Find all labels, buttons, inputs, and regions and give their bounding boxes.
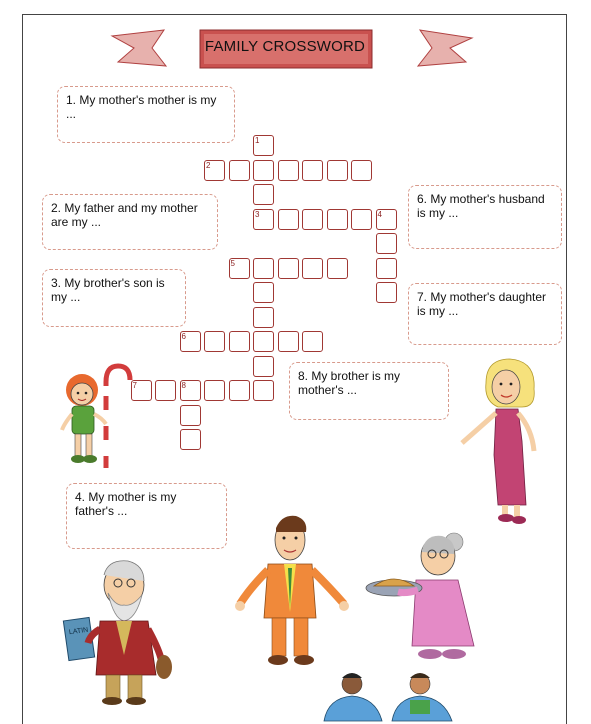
crossword-cell[interactable]	[180, 429, 201, 450]
crossword-cell[interactable]	[278, 160, 299, 181]
clue-number: 6	[181, 332, 186, 341]
clue-box-4	[66, 483, 227, 549]
clue-box-6	[408, 185, 562, 249]
crossword-cell[interactable]	[351, 209, 372, 230]
mother-illustration	[456, 355, 546, 525]
clue-number: 1	[255, 136, 260, 145]
clue-box-7	[408, 283, 562, 345]
clue-number: 5	[230, 258, 235, 268]
crossword-cell[interactable]	[253, 258, 274, 279]
clue-text-7: 7. My mother's daughter is my ...	[417, 290, 547, 318]
crossword-cell[interactable]	[253, 331, 274, 352]
crossword-cell[interactable]	[302, 331, 323, 352]
crossword-cell[interactable]	[204, 331, 225, 352]
book-title: LATIN	[68, 626, 89, 637]
girl-illustration	[54, 360, 134, 472]
crossword-cell[interactable]	[351, 160, 372, 181]
clue-number: 8	[181, 381, 186, 390]
crossword-cell[interactable]	[278, 209, 299, 230]
crossword-cell[interactable]	[204, 380, 225, 401]
clue-number: 7	[132, 381, 137, 390]
page-title: FAMILY CROSSWORD	[204, 38, 366, 55]
crossword-cell[interactable]	[253, 135, 274, 156]
crossword-cell[interactable]	[253, 307, 274, 328]
crossword-cell[interactable]	[327, 209, 348, 230]
crossword-cell[interactable]	[204, 160, 225, 181]
crossword-cell[interactable]	[253, 282, 274, 303]
clue-text-8: 8. My brother is my mother's ...	[298, 369, 401, 397]
crossword-cell[interactable]	[253, 160, 274, 181]
children-illustration	[320, 664, 460, 721]
clue-box-3	[42, 269, 186, 327]
crossword-cell[interactable]	[180, 405, 201, 426]
crossword-cell[interactable]	[229, 258, 250, 279]
crossword-cell[interactable]	[302, 209, 323, 230]
clue-text-1: 1. My mother's mother is my ...	[66, 93, 217, 121]
clue-number: 2	[206, 160, 211, 170]
crossword-cell[interactable]	[302, 258, 323, 279]
crossword-cell[interactable]	[253, 209, 274, 230]
clue-box-1	[57, 86, 235, 143]
clue-text-2: 2. My father and my mother are my ...	[51, 201, 198, 229]
grandmother-illustration	[362, 528, 480, 666]
crossword-cell[interactable]	[253, 356, 274, 377]
crossword-cell[interactable]	[376, 233, 397, 254]
clue-number: 3	[255, 209, 260, 219]
crossword-cell[interactable]	[253, 380, 274, 401]
crossword-cell[interactable]	[155, 380, 176, 401]
crossword-cell[interactable]	[376, 209, 397, 230]
crossword-cell[interactable]	[376, 282, 397, 303]
clue-text-3: 3. My brother's son is my ...	[51, 276, 165, 304]
crossword-cell[interactable]	[180, 331, 201, 352]
father-illustration	[232, 512, 352, 668]
crossword-cell[interactable]	[229, 380, 250, 401]
clue-number: 4	[377, 209, 382, 219]
clue-box-8	[289, 362, 449, 420]
crossword-cell[interactable]	[253, 184, 274, 205]
clue-box-2	[42, 194, 218, 250]
crossword-cell[interactable]	[180, 380, 201, 401]
crossword-cell[interactable]	[327, 160, 348, 181]
crossword-cell[interactable]	[278, 258, 299, 279]
clue-text-4: 4. My mother is my father's ...	[75, 490, 177, 518]
grandfather-illustration	[62, 555, 182, 705]
clue-text-6: 6. My mother's husband is my ...	[417, 192, 545, 220]
crossword-cell[interactable]	[302, 160, 323, 181]
crossword-cell[interactable]	[278, 331, 299, 352]
crossword-cell[interactable]	[376, 258, 397, 279]
crossword-cell[interactable]	[327, 258, 348, 279]
crossword-cell[interactable]	[229, 160, 250, 181]
crossword-cell[interactable]	[229, 331, 250, 352]
